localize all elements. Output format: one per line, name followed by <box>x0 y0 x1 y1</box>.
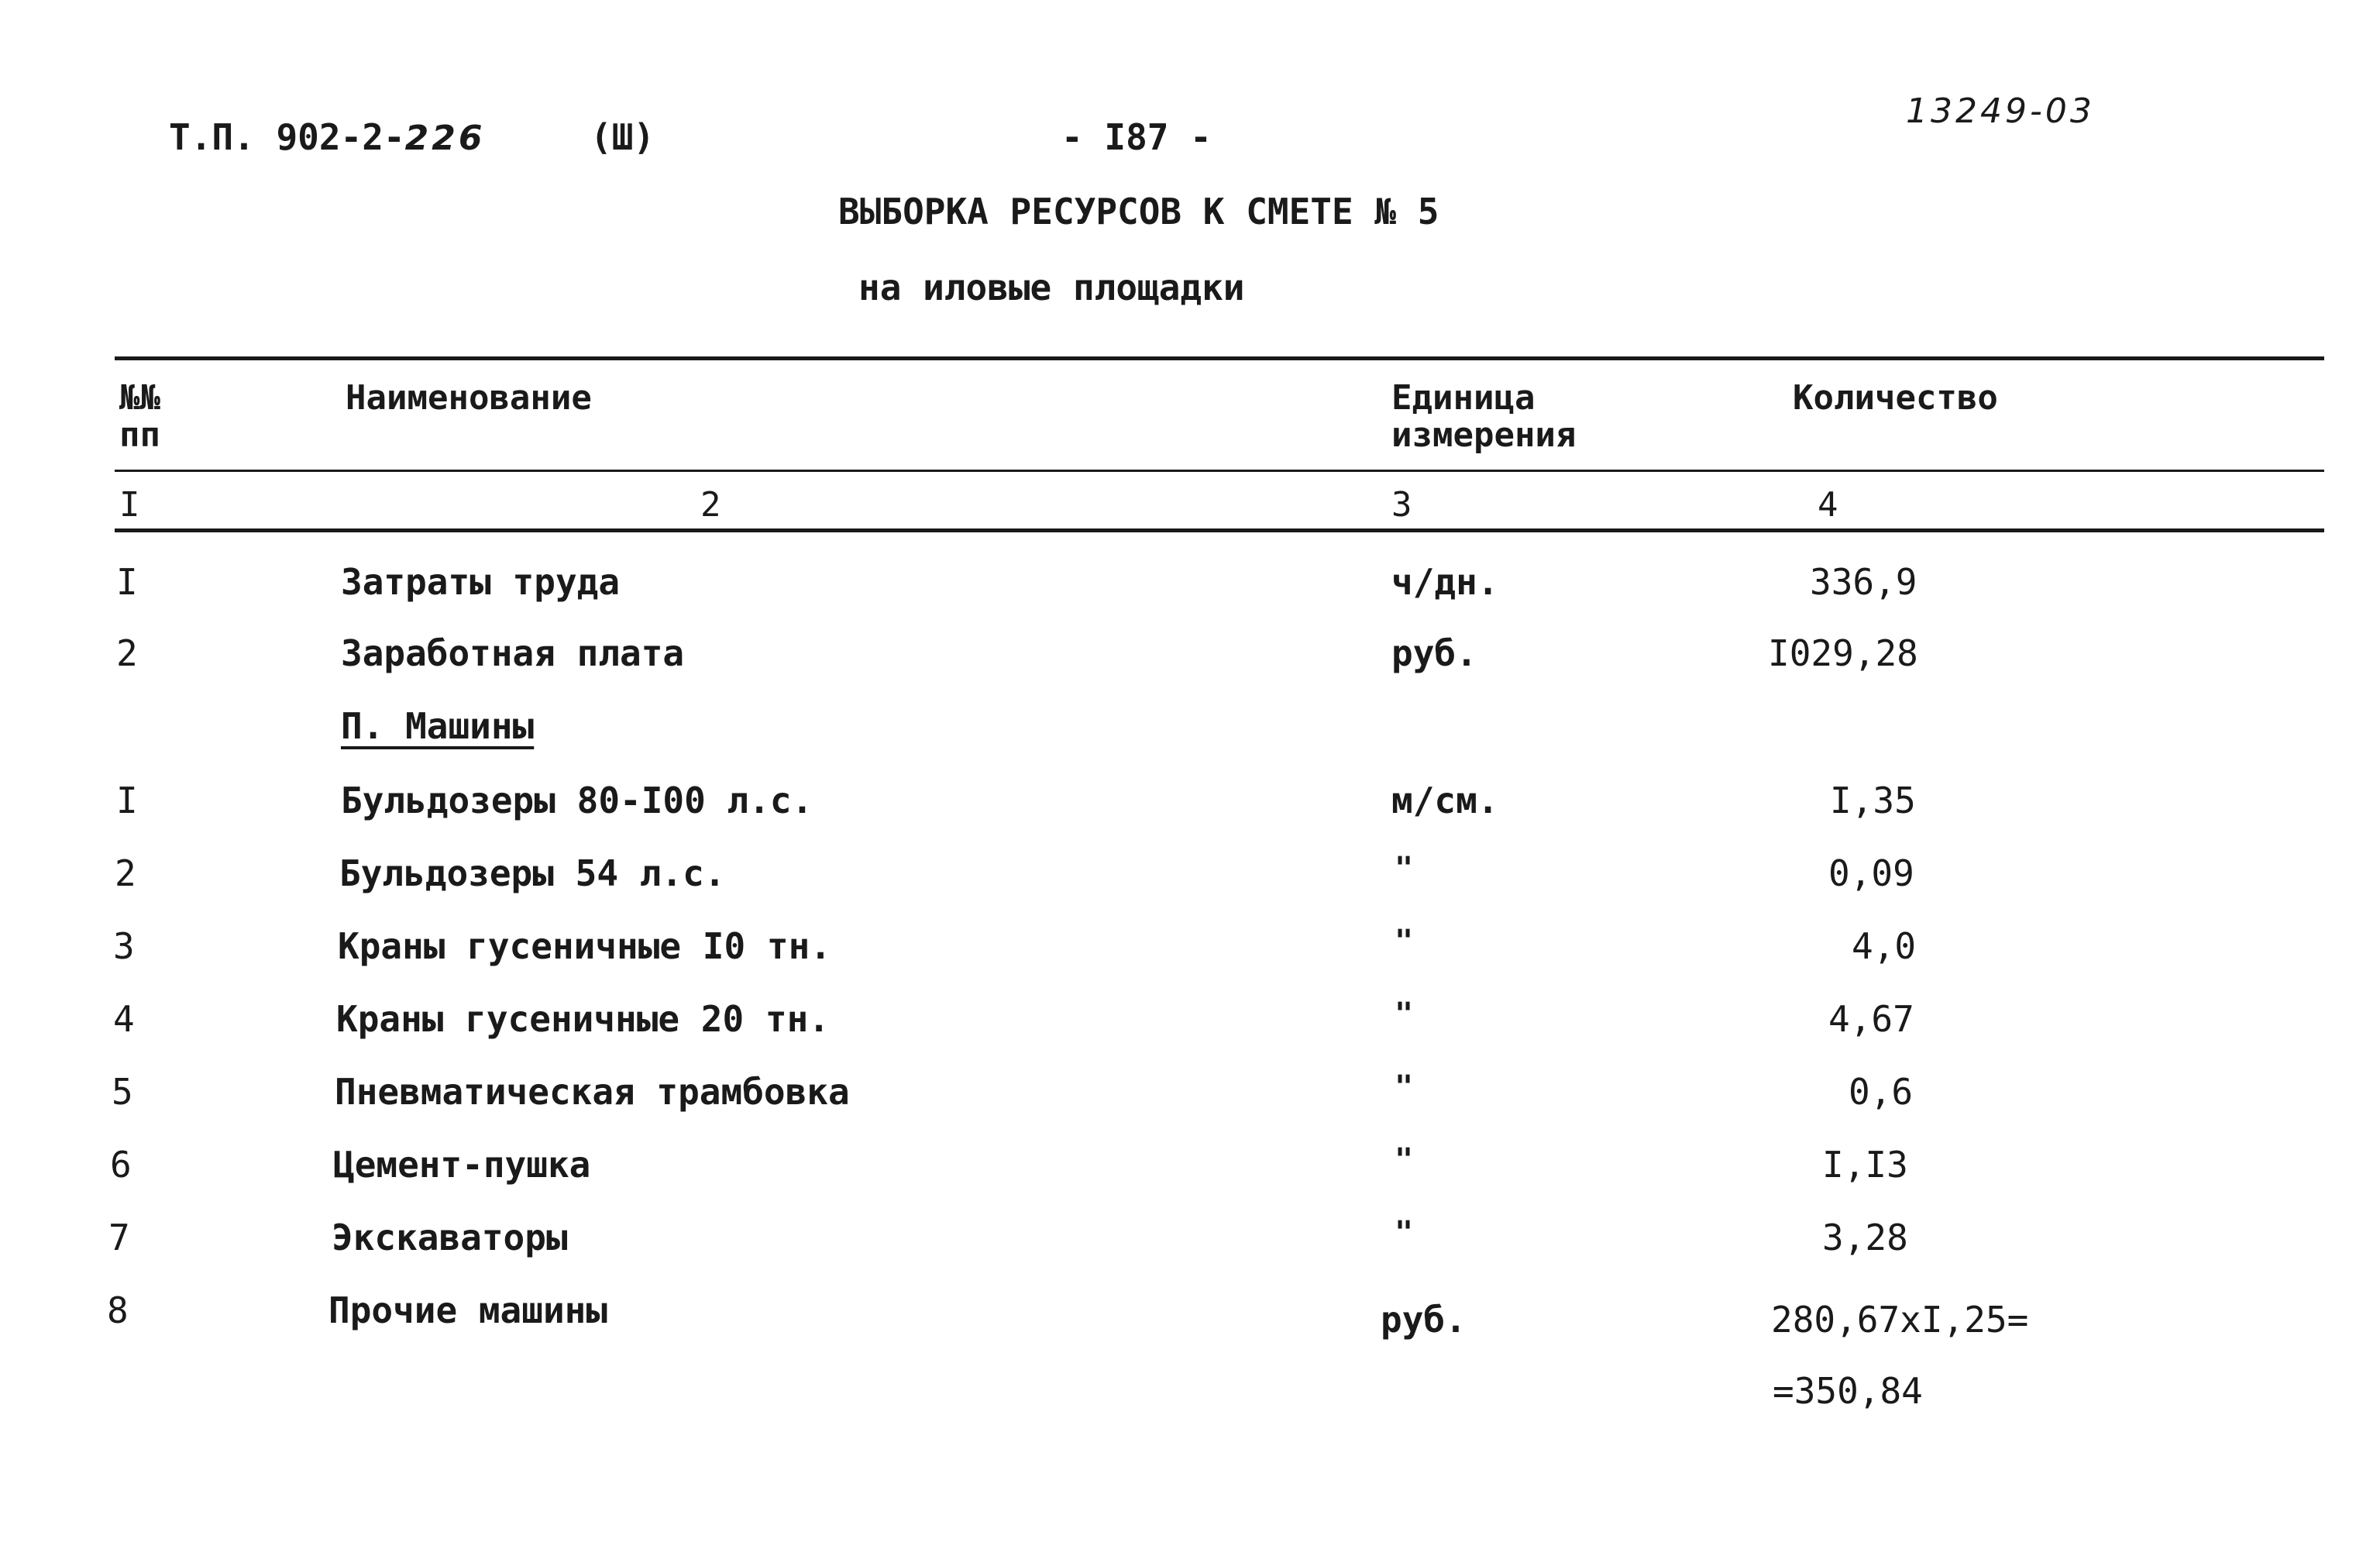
row-number: 6 <box>110 1144 132 1186</box>
column-header-unit-line2: измерения <box>1391 415 1577 455</box>
header-bottom-rule <box>115 470 2324 472</box>
column-header-quantity: Количество <box>1793 378 1998 418</box>
row-name: Затраты труда <box>341 561 621 603</box>
table-top-rule <box>115 356 2324 360</box>
column-number-2: 2 <box>700 485 721 525</box>
row-quantity: 3,28 <box>1822 1217 1908 1258</box>
row-number: 8 <box>107 1289 129 1331</box>
row-quantity: 0,6 <box>1849 1071 1914 1113</box>
row-name: Прочие машины <box>328 1289 608 1331</box>
column-number-1: I <box>119 485 140 525</box>
row-quantity-result: =350,84 <box>1773 1370 1923 1412</box>
row-quantity: 4,67 <box>1828 998 1914 1040</box>
row-number: I <box>116 780 138 821</box>
row-name: Заработная плата <box>341 632 685 674</box>
row-unit-ditto: " <box>1395 997 1414 1032</box>
row-quantity: I,35 <box>1830 780 1916 821</box>
page-number: - I87 - <box>1061 116 1212 158</box>
section-title-machines: П. Машины <box>341 705 535 747</box>
row-unit-ditto: " <box>1395 1215 1414 1251</box>
row-name: Бульдозеры 80-I00 л.с. <box>341 780 813 821</box>
document-title: ВЫБОРКА РЕСУРСОВ К СМЕТЕ № 5 <box>838 191 1439 232</box>
row-unit-ditto: " <box>1395 851 1414 886</box>
row-name: Бульдозеры 54 л.с. <box>339 852 726 894</box>
row-quantity: 280,67хI,25= <box>1771 1299 2029 1341</box>
row-unit: м/см. <box>1391 780 1499 821</box>
row-number: 2 <box>115 852 136 894</box>
row-unit-ditto: " <box>1395 924 1414 959</box>
column-numbers-bottom-rule <box>115 528 2324 532</box>
document-subtitle: на иловые площадки <box>858 267 1245 308</box>
column-number-4: 4 <box>1818 485 1838 525</box>
project-code-typed: Т.П. 902-2- <box>169 116 405 158</box>
row-name: Пневматическая трамбовка <box>335 1071 850 1113</box>
column-header-number-line2: пп <box>119 415 160 455</box>
row-quantity: 4,0 <box>1852 925 1917 967</box>
row-number: 5 <box>112 1071 133 1113</box>
row-quantity: 0,09 <box>1828 852 1914 894</box>
row-quantity: I029,28 <box>1768 632 1918 674</box>
row-number: 7 <box>108 1217 130 1258</box>
row-quantity: I,I3 <box>1822 1144 1908 1186</box>
row-number: 4 <box>113 998 135 1040</box>
column-header-number-line1: №№ <box>119 378 160 418</box>
archive-number: 13249-03 <box>1906 91 2095 131</box>
column-header-number <box>119 380 160 454</box>
column-header-unit-line1: Единица <box>1391 378 1536 418</box>
row-unit: ч/дн. <box>1391 561 1499 603</box>
project-code <box>169 116 486 158</box>
row-unit: руб. <box>1391 632 1477 674</box>
project-code-handwritten: 226 <box>404 119 486 158</box>
column-header-name: Наименование <box>346 378 592 418</box>
row-quantity: 336,9 <box>1810 561 1917 603</box>
row-unit: руб. <box>1381 1299 1467 1341</box>
row-number: 3 <box>113 925 135 967</box>
row-name: Краны гусеничные I0 тн. <box>338 925 831 967</box>
project-part: (Ш) <box>590 116 655 158</box>
row-unit-ditto: " <box>1395 1142 1414 1178</box>
row-name: Краны гусеничные 20 тн. <box>336 998 830 1040</box>
row-number: 2 <box>116 632 138 674</box>
column-header-unit <box>1391 380 1576 454</box>
row-name: Экскаваторы <box>332 1217 568 1258</box>
row-number: I <box>116 561 138 603</box>
column-number-3: 3 <box>1391 485 1412 525</box>
row-unit-ditto: " <box>1395 1069 1414 1105</box>
row-name: Цемент-пушка <box>333 1144 591 1186</box>
